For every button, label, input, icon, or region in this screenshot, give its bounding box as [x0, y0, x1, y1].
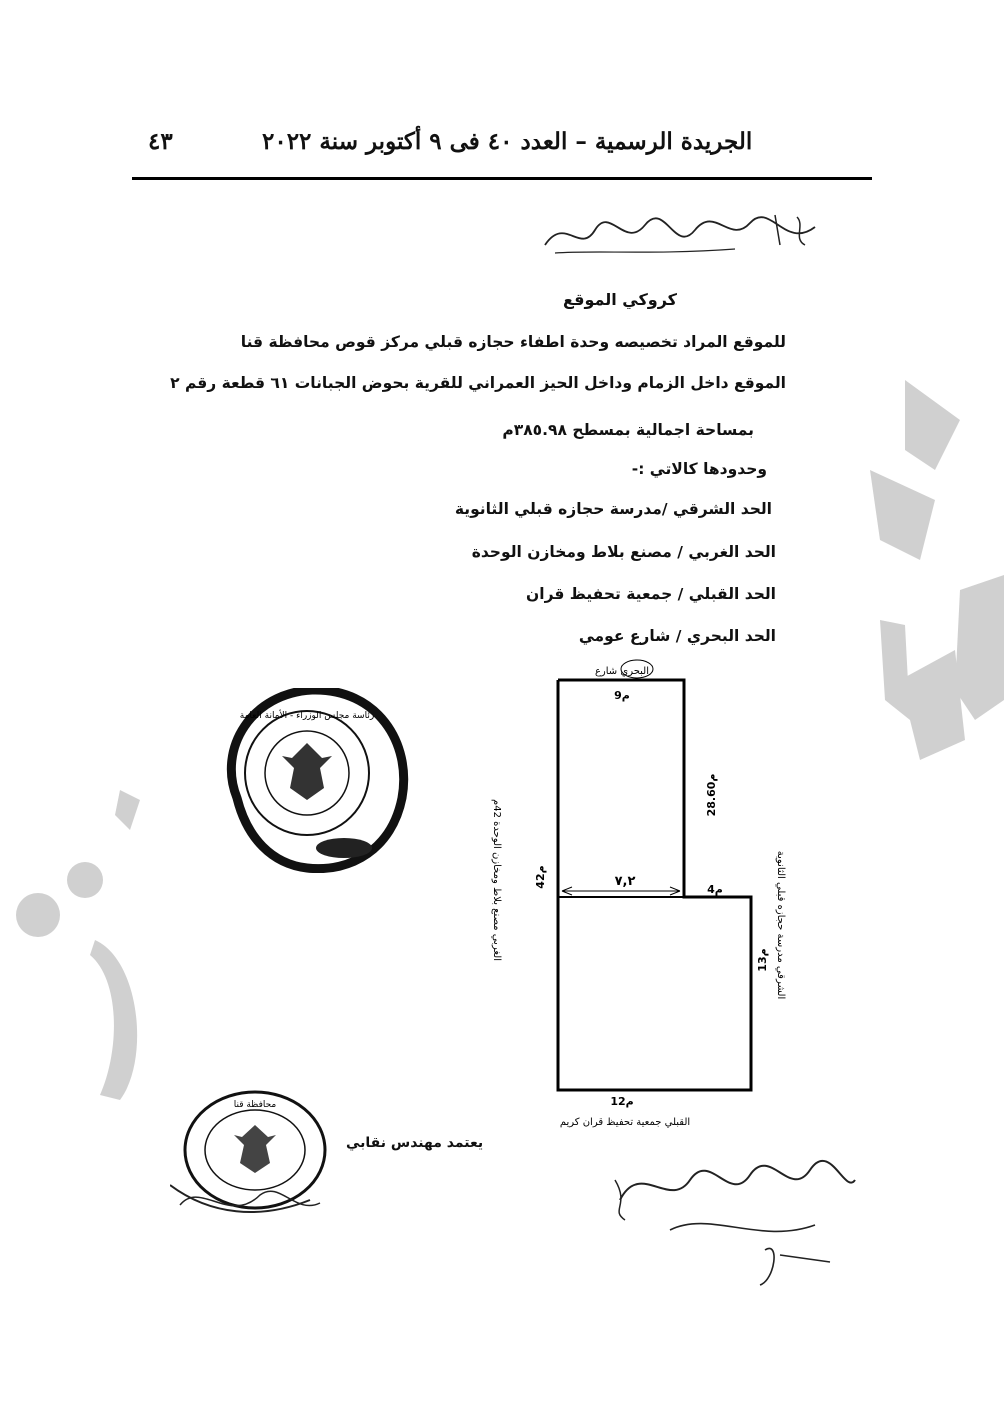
bottom-dimension: 12م [610, 1095, 634, 1108]
left-dimension: 42م [534, 865, 547, 889]
east-side-label: الشرقي مدرسة حجازه قبلي الثانوية [775, 850, 786, 1000]
top-dimension: 9م [614, 689, 630, 702]
step-dimension: 4م [707, 883, 723, 896]
right-upper-dimension: 28.60م [705, 773, 718, 817]
seal-cabinet-text: رئاسة مجلس الوزراء - الأمانة العامة [239, 711, 375, 721]
seal-governorate-text: محافظة قنا [233, 1100, 277, 1110]
boundary-west: الحد الغربي / مصنع بلاط ومخازن الوحدة [471, 543, 776, 561]
signature-image [600, 1150, 860, 1290]
south-side-label: القبلي جمعية تحفيظ قران كريم [559, 1117, 691, 1128]
right-lower-dimension: 13م [756, 948, 769, 972]
seal-governorate-image [170, 1085, 340, 1225]
location-line: الموقع داخل الزمام وداخل الحيز العمراني للقرية بحوض الجبانات ٦١ قطعة رقم ٢ [170, 374, 786, 392]
boundaries-heading: وحدودها كالاتي :- [631, 460, 767, 478]
seal-cabinet-image [212, 688, 412, 873]
engineer-certify: يعتمد مهندس نقابي [346, 1135, 484, 1151]
purpose-line: للموقع المراد تخصيصه وحدة اطفاء حجازه قبلي مركز قوص محافظة قنا [240, 333, 786, 351]
plot-sketch [460, 655, 820, 1135]
mid-dimension: ٧,٢ [614, 874, 636, 889]
handwritten-header-image [535, 205, 825, 265]
west-side-label: الغربي مصنع بلاط ومخازن الوحدة 42م [491, 798, 502, 962]
boundary-north: الحد البحري / شارع عومي [578, 627, 776, 645]
boundary-east: الحد الشرقي /مدرسة حجازه قبلي الثانوية [454, 500, 772, 518]
area-line: بمساحة اجمالية بمسطح ٣٨٥.٩٨م [502, 421, 754, 439]
sketch-title: كروكي الموقع [563, 290, 677, 309]
page-header-title: الجريدة الرسمية – العدد ٤٠ فى ٩ أكتوبر سنة ٢٠٢٢ [262, 128, 753, 155]
page-number: ٤٣ [148, 128, 173, 155]
boundary-south: الحد القبلي / جمعية تحفيظ قران [526, 585, 776, 603]
north-label: البحري شارع [594, 666, 650, 677]
